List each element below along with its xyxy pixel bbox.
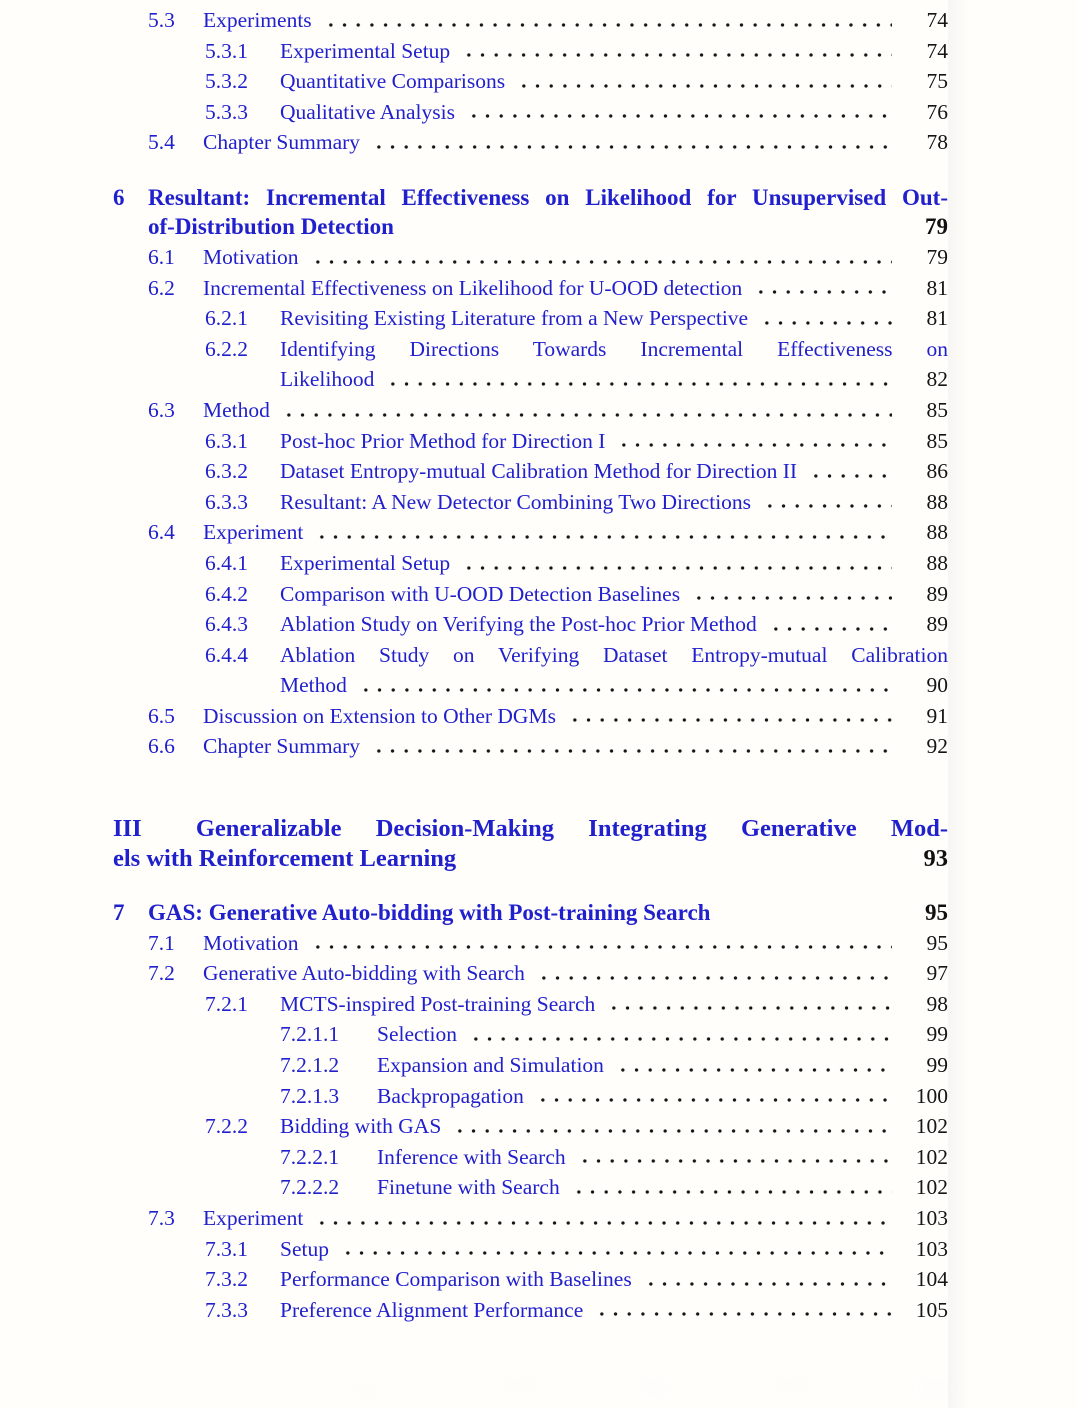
entry-number: 6.6 <box>148 734 175 759</box>
toc-entry-7-3-2[interactable] <box>113 1264 948 1295</box>
toc-entry-6-4-3[interactable] <box>113 609 948 640</box>
entry-label: Finetune with Search <box>377 1175 560 1200</box>
entry-number: 6.3.3 <box>205 489 248 514</box>
entry-page-number: 85 <box>926 397 948 422</box>
dot-leader <box>613 426 892 457</box>
toc-entry-7-2-1-2[interactable] <box>113 1050 948 1081</box>
toc-entry-7-2-1-1[interactable] <box>113 1019 948 1050</box>
chapter-page-number: 79 <box>925 214 948 240</box>
dot-leader <box>307 928 892 959</box>
entry-number: 6.5 <box>148 703 175 728</box>
entry-number: 6.1 <box>148 244 175 269</box>
entry-page-number: 91 <box>926 703 948 728</box>
entry-label: Quantitative Comparisons <box>280 69 506 94</box>
dot-leader <box>463 97 892 128</box>
part-heading-text: Generalizable Decision-Making Integrating Generative Mod- <box>195 815 949 843</box>
entry-page-number: 89 <box>926 612 948 637</box>
entry-page-number: 74 <box>926 8 948 32</box>
dot-leader <box>640 1264 892 1295</box>
dot-leader <box>765 609 892 640</box>
entry-page-number: 100 <box>915 1083 948 1108</box>
entry-label: Resultant: A New Detector Combining Two Directions <box>280 489 752 514</box>
toc-entry-5-3-3[interactable] <box>113 97 948 128</box>
entry-label: Performance Comparison with Baselines <box>280 1267 632 1292</box>
toc-entry-6-2[interactable] <box>113 273 948 304</box>
toc-chapter-7[interactable] <box>113 898 948 928</box>
toc-entry-6-4-1[interactable] <box>113 548 948 579</box>
entry-number: 7.2.1.1 <box>280 1022 340 1047</box>
entry-number: 5.3.2 <box>205 69 248 94</box>
entry-page-number: 88 <box>926 489 948 514</box>
chapter-heading-text: GAS: Generative Auto-bidding with Post-training Search <box>148 900 711 926</box>
entry-page-number: 105 <box>915 1297 948 1322</box>
chapter-heading <box>148 183 948 242</box>
chapter-number: 7 <box>113 900 125 926</box>
entry-body <box>280 640 948 701</box>
dot-leader <box>307 242 892 273</box>
entry-page-number: 88 <box>926 520 948 545</box>
entry-label: Qualitative Analysis <box>280 99 455 124</box>
entry-number: 7.3.3 <box>205 1297 248 1322</box>
toc-entry-6-6[interactable] <box>113 731 948 762</box>
part-heading-line1 <box>113 814 948 844</box>
entry-body <box>280 334 948 395</box>
dot-leader <box>750 273 892 304</box>
entry-label: Motivation <box>203 930 299 955</box>
entry-page-number: 81 <box>926 275 948 300</box>
entry-label: Chapter Summary <box>203 734 361 759</box>
entry-page-number: 102 <box>915 1114 948 1139</box>
entry-number: 6.2 <box>148 275 175 300</box>
entry-label: Discussion on Extension to Other DGMs <box>203 703 556 728</box>
entry-number: 6.3 <box>148 397 175 422</box>
entry-number: 5.4 <box>148 130 175 155</box>
page-bleedthrough-artifact <box>290 1356 1048 1404</box>
entry-page-number: 82 <box>926 367 948 392</box>
entry-label: MCTS-inspired Post-training Search <box>280 991 596 1016</box>
entry-label: Setup <box>280 1236 329 1261</box>
entry-page-number: 89 <box>926 581 948 606</box>
chapter-number: 6 <box>113 184 125 210</box>
entry-label: Bidding with GAS <box>280 1114 442 1139</box>
entry-label: Generative Auto-bidding with Search <box>203 961 525 986</box>
part-number: III <box>113 815 142 843</box>
toc-chapter-6[interactable] <box>113 183 948 242</box>
toc-entry-7-2-2[interactable] <box>113 1111 948 1142</box>
entry-page-number: 81 <box>926 306 948 331</box>
entry-label: Experimental Setup <box>280 38 451 63</box>
entry-label: Preference Alignment Performance <box>280 1297 584 1322</box>
toc-entry-6-4-4[interactable] <box>113 640 948 701</box>
toc-entry-6-3-2[interactable] <box>113 456 948 487</box>
entry-label-line2 <box>280 364 948 395</box>
entry-number: 7.2.1.3 <box>280 1083 340 1108</box>
entry-number: 7.2 <box>148 961 175 986</box>
entry-page-number: 102 <box>915 1144 948 1169</box>
dot-leader <box>532 1081 892 1112</box>
entry-label: Experiment <box>203 1205 304 1230</box>
entry-number: 5.3.1 <box>205 38 248 63</box>
dot-leader <box>458 36 892 67</box>
entry-label: Inference with Search <box>377 1144 566 1169</box>
entry-label: Motivation <box>203 244 299 269</box>
entry-page-number: 103 <box>915 1236 948 1261</box>
entry-number: 7.2.1 <box>205 991 248 1016</box>
entry-page-number: 90 <box>926 673 948 698</box>
entry-page-number: 85 <box>926 428 948 453</box>
toc-entry-5-3-1[interactable] <box>113 36 948 67</box>
entry-number: 6.4.3 <box>205 612 248 637</box>
toc-entry-7-2-2-1[interactable] <box>113 1142 948 1173</box>
entry-page-number: 78 <box>926 130 948 155</box>
dot-leader <box>564 701 892 732</box>
entry-page-number: 95 <box>926 930 948 955</box>
toc-entry-6-3-3[interactable] <box>113 487 948 518</box>
toc-entry-6-3-1[interactable] <box>113 426 948 457</box>
entry-number: 6.3.2 <box>205 459 248 484</box>
dot-leader <box>449 1111 892 1142</box>
entry-number: 6.4.1 <box>205 550 248 575</box>
entry-page-number: 88 <box>926 550 948 575</box>
dot-leader <box>688 579 892 610</box>
toc-entry-6-2-2[interactable] <box>113 334 948 395</box>
entry-page-number: 103 <box>915 1205 948 1230</box>
toc-entry-5-3[interactable] <box>113 5 948 36</box>
toc-entry-6-1[interactable] <box>113 242 948 273</box>
toc-entry-6-4[interactable] <box>113 517 948 548</box>
entry-page-number: 98 <box>926 991 948 1016</box>
chapter-page-number: 95 <box>925 900 948 926</box>
dot-leader <box>311 1203 892 1234</box>
entry-number: 6.4.2 <box>205 581 248 606</box>
dot-leader <box>465 1019 892 1050</box>
entry-number: 7.3.2 <box>205 1267 248 1292</box>
chapter-heading-text-cont: of-Distribution Detection <box>148 214 394 240</box>
dot-leader <box>568 1172 892 1203</box>
entry-page-number: 97 <box>926 961 948 986</box>
entry-label: Experiments <box>203 8 312 32</box>
entry-label: Backpropagation <box>377 1083 524 1108</box>
entry-label: Chapter Summary <box>203 130 361 155</box>
entry-page-number: 74 <box>926 38 948 63</box>
entry-page-number: 75 <box>926 69 948 94</box>
entry-label: Post-hoc Prior Method for Direction I <box>280 428 606 453</box>
dot-leader <box>756 303 892 334</box>
dot-leader <box>320 5 892 36</box>
toc-entry-6-3[interactable] <box>113 395 948 426</box>
dot-leader <box>368 731 892 762</box>
toc-list <box>113 5 948 1325</box>
toc-entry-7-2-1-3[interactable] <box>113 1081 948 1112</box>
entry-number: 6.4 <box>148 520 175 545</box>
entry-number: 6.2.2 <box>205 336 248 361</box>
dot-leader <box>278 395 892 426</box>
entry-number: 6.3.1 <box>205 428 248 453</box>
toc-entry-7-3-3[interactable] <box>113 1295 948 1326</box>
entry-number: 5.3 <box>148 8 175 32</box>
entry-page-number: 79 <box>926 244 948 269</box>
dot-leader <box>759 487 892 518</box>
dot-leader <box>458 548 892 579</box>
toc-entry-5-3-2[interactable] <box>113 66 948 97</box>
entry-label: Dataset Entropy-mutual Calibration Method for Direction II <box>280 459 798 484</box>
toc-entry-7-2-1[interactable] <box>113 989 948 1020</box>
dot-leader <box>311 517 892 548</box>
part-heading-line2 <box>113 844 948 874</box>
entry-label: Experiment <box>203 520 304 545</box>
chapter-heading-line2 <box>148 212 948 242</box>
entry-page-number: 76 <box>926 99 948 124</box>
part-heading-text-cont: els with Reinforcement Learning <box>113 844 457 872</box>
part-page-number: 93 <box>923 844 948 872</box>
entry-label-line2 <box>280 670 948 701</box>
entry-number: 7.3.1 <box>205 1236 248 1261</box>
entry-label-cont: Likelihood <box>280 367 375 392</box>
entry-number: 6.2.1 <box>205 306 248 331</box>
toc-entry-7-3-1[interactable] <box>113 1234 948 1265</box>
entry-page-number: 104 <box>915 1267 948 1292</box>
entry-number: 7.3 <box>148 1205 175 1230</box>
toc-entry-7-1[interactable] <box>113 928 948 959</box>
toc-entry-6-2-1[interactable] <box>113 303 948 334</box>
entry-number: 5.3.3 <box>205 99 248 124</box>
dot-leader <box>533 958 892 989</box>
chapter-heading-line1: Resultant: Incremental Effectiveness on Likelihood for Unsupervised Out- <box>148 184 948 210</box>
entry-label: Selection <box>377 1022 458 1047</box>
entry-page-number: 99 <box>926 1052 948 1077</box>
entry-label: Expansion and Simulation <box>377 1052 604 1077</box>
dot-leader <box>805 456 892 487</box>
entry-number: 7.2.2 <box>205 1114 248 1139</box>
toc-entry-7-2-2-2[interactable] <box>113 1172 948 1203</box>
dot-leader <box>368 127 892 158</box>
entry-number: 7.1 <box>148 930 175 955</box>
toc-entry-6-5[interactable] <box>113 701 948 732</box>
entry-page-number: 99 <box>926 1022 948 1047</box>
dot-leader <box>591 1295 892 1326</box>
toc-entry-6-4-2[interactable] <box>113 579 948 610</box>
toc-part-III[interactable] <box>113 814 948 873</box>
dot-leader <box>382 364 892 395</box>
dot-leader <box>355 670 892 701</box>
toc-entry-7-2[interactable] <box>113 958 948 989</box>
entry-label: Experimental Setup <box>280 550 451 575</box>
entry-page-number: 92 <box>926 734 948 759</box>
dot-leader <box>513 66 892 97</box>
entry-label-line1: Identifying Directions Towards Incremental Effectiveness on <box>280 336 948 361</box>
entry-page-number: 102 <box>915 1175 948 1200</box>
dot-leader <box>612 1050 892 1081</box>
entry-label: Incremental Effectiveness on Likelihood for U-OOD detection <box>203 275 743 300</box>
dot-leader <box>574 1142 892 1173</box>
entry-label-line1: Ablation Study on Verifying Dataset Entropy-mutual Calibration <box>280 642 948 667</box>
entry-label: Comparison with U-OOD Detection Baselines <box>280 581 681 606</box>
dot-leader <box>603 989 892 1020</box>
entry-label: Ablation Study on Verifying the Post-hoc Prior Method <box>280 612 757 637</box>
dot-leader <box>337 1234 892 1265</box>
toc-entry-7-3[interactable] <box>113 1203 948 1234</box>
entry-number: 7.2.2.2 <box>280 1175 340 1200</box>
entry-label: Method <box>203 397 270 422</box>
entry-number: 7.2.2.1 <box>280 1144 340 1169</box>
entry-number: 7.2.1.2 <box>280 1052 340 1077</box>
scan-shadow-artifact <box>948 0 978 1408</box>
toc-entry-5-4[interactable] <box>113 127 948 158</box>
entry-label-cont: Method <box>280 673 347 698</box>
entry-page-number: 86 <box>926 459 948 484</box>
entry-number: 6.4.4 <box>205 642 248 667</box>
entry-label: Revisiting Existing Literature from a New Perspective <box>280 306 749 331</box>
